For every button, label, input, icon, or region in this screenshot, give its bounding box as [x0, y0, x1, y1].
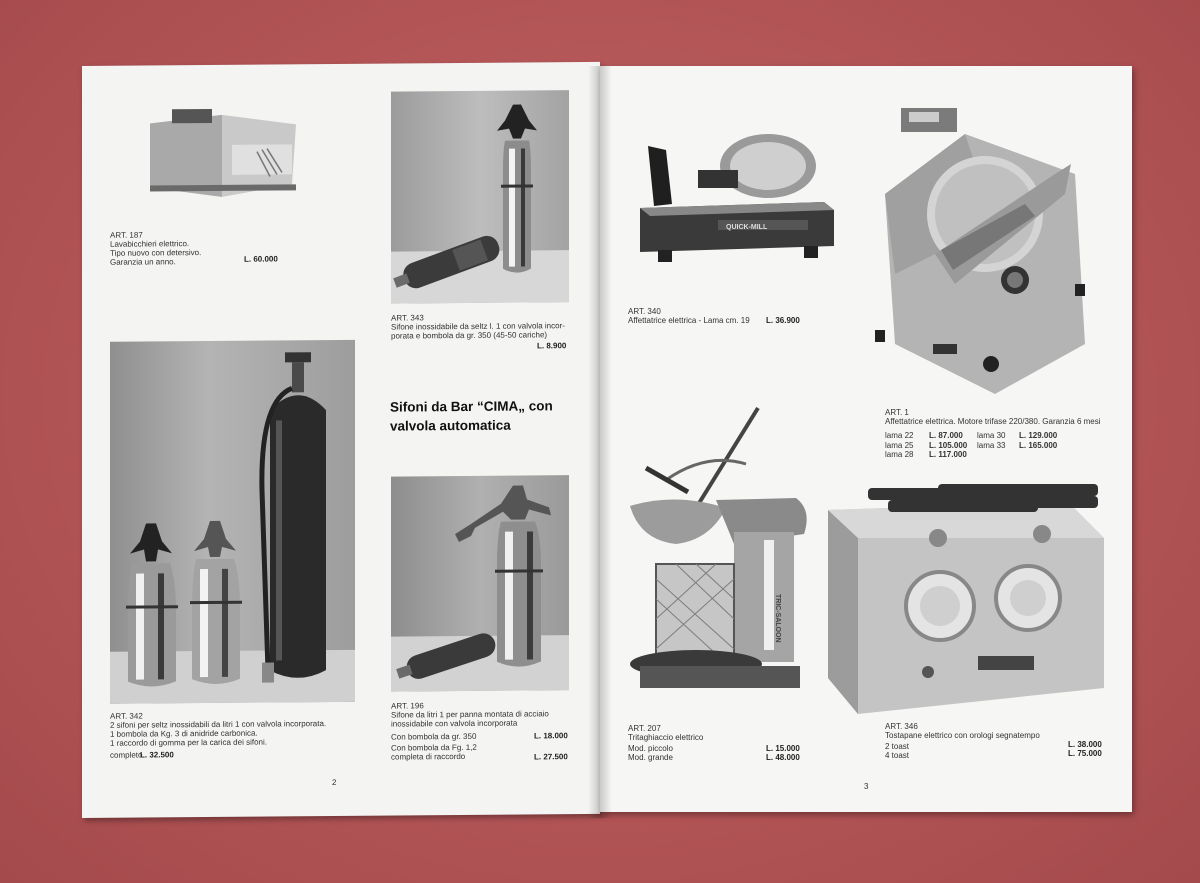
blade-size: lama 28 [885, 450, 914, 459]
art207-code: ART. 207 [628, 724, 661, 733]
art346-code: ART. 346 [885, 722, 918, 731]
art207-option1-label: Mod. piccolo [628, 744, 673, 753]
photo-glass-washer [142, 104, 302, 205]
art346-option2-label: 4 toast [885, 751, 910, 760]
art196-description: Sifone da litri 1 per panna montata di acciaio inossidabile con valvola incorporata [391, 709, 549, 729]
blade-price: L. 117.000 [929, 450, 967, 459]
art343-price: L. 8.900 [537, 341, 567, 351]
art196-option1-price: L. 18.000 [534, 731, 568, 741]
art187-description: Lavabicchieri elettrico. Tipo nuovo con detersivo. Garanzia un anno. [110, 239, 202, 267]
photo-toaster [828, 478, 1108, 718]
art343-description: Sifone inossidabile da seltz l. 1 con valvola incor- porata e bombola da gr. 350 (45-50 cariche) [391, 321, 565, 341]
art343-code: ART. 343 [391, 313, 424, 323]
art196-option2-label: Con bombola da Fg. 1,2 completa di raccordo [391, 742, 477, 762]
catalog-page-right [600, 66, 1132, 812]
catalog-page-left [82, 62, 600, 818]
art187-price: L. 60.000 [244, 254, 278, 264]
page-number-right: 3 [864, 782, 869, 791]
art207-option2-label: Mod. grande [628, 753, 673, 762]
art342-price: L. 32.500 [140, 750, 174, 760]
art342-description: 2 sifoni per seltz inossidabili da litri 1 con valvola incorporata. 1 bombola da Kg. 3 di anidride carbonica. 1 raccordo di gomma per la carica dei sifoni. [110, 719, 327, 748]
art340-code: ART. 340 [628, 307, 661, 316]
table-row [885, 450, 1057, 460]
art207-option2-price: L. 48.000 [766, 753, 800, 762]
page-number-left: 2 [332, 778, 337, 788]
blade-price: L. 105.000 [929, 440, 968, 450]
blade-size: lama 33 [977, 440, 1006, 450]
art346-option2-price: L. 75.000 [1068, 749, 1102, 758]
book-gutter [588, 66, 612, 818]
art346-option1-label: 2 toast [885, 742, 910, 751]
art346-description: Tostapane elettrico con orologi segnatempo [885, 731, 1040, 740]
blade-price: L. 87.000 [929, 431, 963, 440]
blade-size: lama 30 [977, 431, 1006, 440]
photo-seltz-siphon [391, 90, 569, 303]
art207-option1-price: L. 15.000 [766, 744, 800, 753]
photo-ice-crusher [626, 404, 812, 699]
art342-code: ART. 342 [110, 711, 143, 721]
art342-total-label: completo [110, 750, 143, 760]
photo-slicer-quick-mill [628, 124, 838, 294]
blade-price: L. 129.000 [1019, 431, 1058, 440]
table-row [885, 441, 1057, 451]
art196-code: ART. 196 [391, 701, 424, 711]
art340-price: L. 36.900 [766, 316, 800, 325]
photo-cream-siphon [391, 475, 569, 691]
tric-saloon-brand-label: TRIC-SALOON [774, 594, 781, 643]
art1-description: Affettatrice elettrica. Motore trifase 220/380. Garanzia 6 mesi [885, 417, 1101, 426]
quick-mill-brand-label: QUICK-MILL [726, 224, 768, 231]
blade-size: lama 22 [885, 431, 914, 440]
art340-description: Affettatrice elettrica - Lama cm. 19 [628, 316, 750, 325]
art196-option1-label: Con bombola da gr. 350 [391, 731, 477, 742]
art207-description: Tritaghiaccio elettrico [628, 733, 704, 742]
art196-option2-price: L. 27.500 [534, 752, 568, 762]
art187-code: ART. 187 [110, 230, 143, 240]
section-heading-siphons: Sifoni da Bar “CIMA„ con valvola automatica [390, 398, 553, 434]
art1-code: ART. 1 [885, 408, 909, 417]
blade-price: L. 165.000 [1019, 440, 1058, 450]
blade-size: lama 25 [885, 440, 914, 450]
photo-bar-siphons-cylinder [110, 340, 355, 704]
art1-blade-price-table [885, 431, 1057, 460]
art346-option1-price: L. 38.000 [1068, 740, 1102, 749]
table-row [885, 431, 1057, 441]
photo-slicer-large [875, 104, 1100, 394]
